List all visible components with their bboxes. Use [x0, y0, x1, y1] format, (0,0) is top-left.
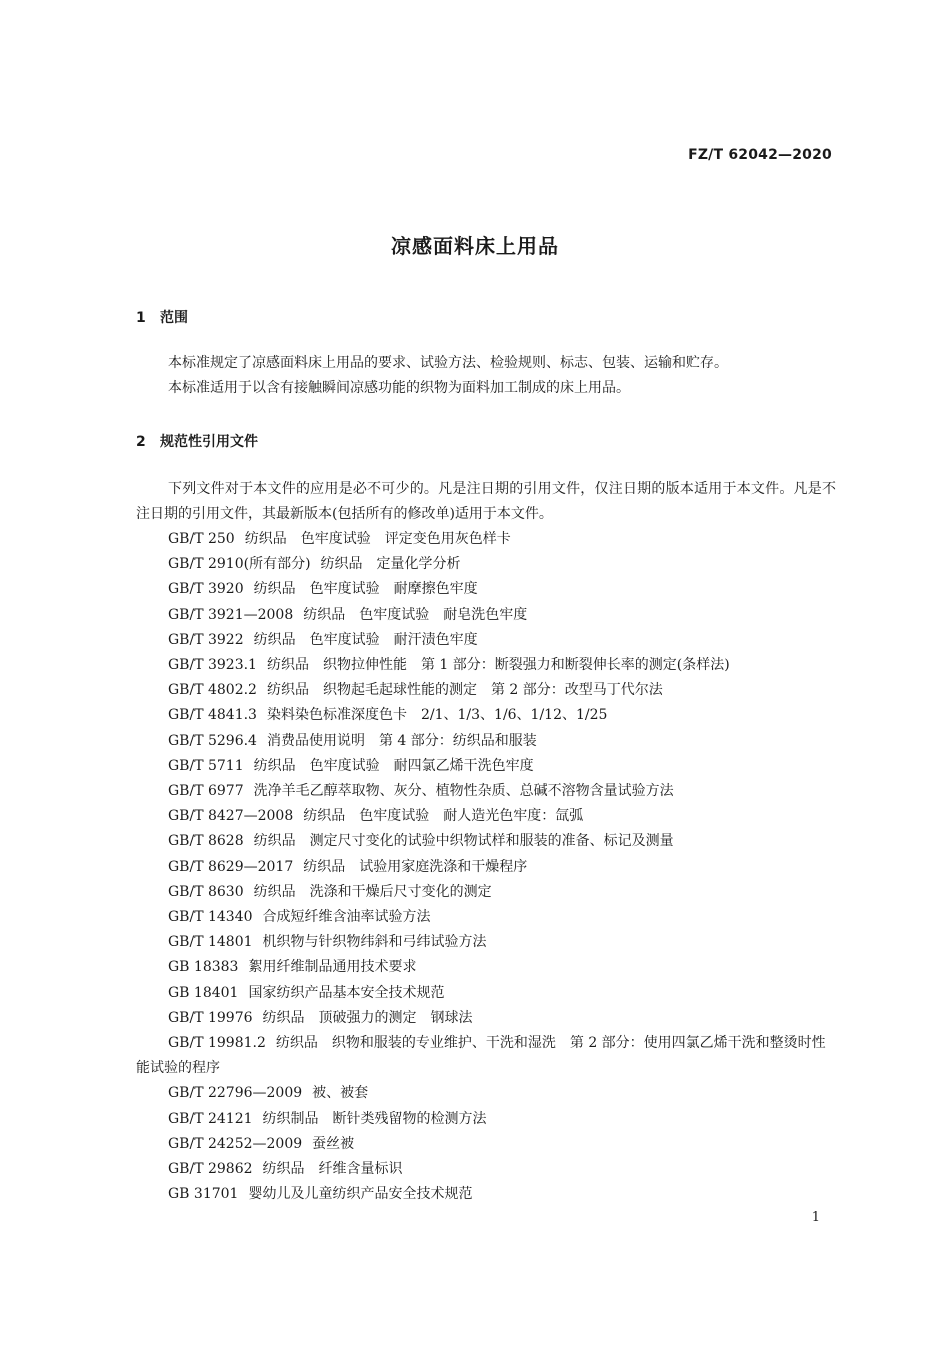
reference-item — [136, 804, 836, 829]
reference-item — [136, 880, 836, 905]
reference-item — [136, 1182, 836, 1207]
reference-code: GB/T 5711 — [168, 757, 244, 774]
reference-code: GB/T 8629—2017 — [168, 858, 294, 875]
section-number: 2 — [136, 434, 146, 450]
reference-item — [136, 930, 836, 955]
reference-title: 纺织品 色牢度试验 耐摩擦色牢度 — [253, 581, 478, 598]
reference-item — [136, 955, 836, 980]
reference-code: GB 31701 — [168, 1186, 239, 1203]
reference-code: GB/T 14340 — [168, 909, 253, 926]
reference-title: 洗净羊毛乙醇萃取物、灰分、植物性杂质、总碱不溶物含量试验方法 — [253, 783, 674, 800]
reference-item — [136, 527, 836, 552]
reference-code: GB/T 8628 — [168, 833, 244, 850]
reference-title: 纺织品 洗涤和干燥后尺寸变化的测定 — [253, 883, 492, 900]
reference-title: 纺织品 测定尺寸变化的试验中织物试样和服装的准备、标记及测量 — [253, 833, 674, 850]
reference-title: 消费品使用说明 第 4 部分：纺织品和服装 — [266, 732, 537, 749]
reference-code: GB/T 19981.2 — [168, 1035, 266, 1052]
reference-title: 纺织品 顶破强力的测定 钢球法 — [262, 1009, 473, 1026]
reference-code: GB/T 2910(所有部分) — [168, 556, 311, 573]
scope-paragraph-1: 本标准规定了凉感面料床上用品的要求、试验方法、检验规则、标志、包装、运输和贮存。 — [168, 355, 728, 371]
reference-code: GB/T 3921—2008 — [168, 606, 294, 623]
reference-code: GB/T 19976 — [168, 1009, 253, 1026]
reference-item — [136, 552, 836, 577]
reference-item — [136, 1157, 836, 1182]
reference-item — [136, 981, 836, 1006]
scope-paragraph-2: 本标准适用于以含有接触瞬间凉感功能的织物为面料加工制成的床上用品。 — [168, 380, 630, 396]
reference-item — [136, 653, 836, 678]
reference-item — [136, 1132, 836, 1157]
section-title: 范围 — [160, 310, 188, 326]
reference-title: 纺织品 色牢度试验 耐人造光色牢度：氙弧 — [303, 808, 584, 825]
reference-title: 被、被套 — [312, 1085, 369, 1102]
reference-title: 纺织品 织物和服装的专业维护、干洗和湿洗 第 2 部分：使用四氯乙烯干洗和整烫时性能试验的程序 — [136, 1035, 826, 1077]
reference-title: 纺织品 色牢度试验 耐四氯乙烯干洗色牢度 — [253, 757, 534, 774]
references-intro: 下列文件对于本文件的应用是必不可少的。凡是注日期的引用文件，仅注日期的版本适用于本文件。凡是不注日期的引用文件，其最新版本(包括所有的修改单)适用于本文件。 — [136, 481, 836, 522]
reference-title: 纺织品 色牢度试验 耐汗渍色牢度 — [253, 631, 478, 648]
reference-code: GB/T 3923.1 — [168, 657, 257, 674]
reference-item — [136, 1107, 836, 1132]
reference-code: GB/T 24121 — [168, 1110, 253, 1127]
section-title: 规范性引用文件 — [160, 434, 258, 450]
page-number: 1 — [811, 1210, 820, 1225]
reference-title: 絮用纤维制品通用技术要求 — [248, 959, 417, 976]
reference-title: 纺织品 定量化学分析 — [320, 556, 461, 573]
reference-item — [136, 779, 836, 804]
reference-item — [136, 603, 836, 628]
reference-item — [136, 855, 836, 880]
reference-code: GB/T 8630 — [168, 883, 244, 900]
reference-item — [136, 703, 836, 728]
reference-code: GB/T 250 — [168, 531, 235, 547]
reference-title: 纺织品 色牢度试验 耐皂洗色牢度 — [303, 606, 528, 623]
reference-item — [136, 905, 836, 930]
section-2-heading — [136, 431, 258, 451]
reference-code: GB/T 24252—2009 — [168, 1135, 303, 1152]
reference-item — [136, 1081, 836, 1106]
reference-title: 纺织制品 断针类残留物的检测方法 — [262, 1110, 487, 1127]
reference-title: 纺织品 试验用家庭洗涤和干燥程序 — [303, 858, 528, 875]
reference-title: 纺织品 织物拉伸性能 第 1 部分：断裂强力和断裂伸长率的测定(条样法) — [266, 657, 730, 674]
reference-code: GB/T 22796—2009 — [168, 1085, 303, 1102]
reference-code: GB/T 29862 — [168, 1161, 253, 1178]
reference-item — [136, 829, 836, 854]
section-1-heading — [136, 307, 188, 327]
reference-title: 婴幼儿及儿童纺织产品安全技术规范 — [248, 1186, 473, 1203]
section-number: 1 — [136, 310, 146, 326]
reference-code: GB 18401 — [168, 984, 239, 1001]
reference-item — [136, 1031, 836, 1081]
reference-item — [136, 628, 836, 653]
reference-title: 纺织品 纤维含量标识 — [262, 1161, 403, 1178]
reference-title: 机织物与针织物纬斜和弓纬试验方法 — [262, 934, 487, 951]
reference-title: 国家纺织产品基本安全技术规范 — [248, 984, 445, 1001]
reference-code: GB/T 3922 — [168, 631, 244, 648]
reference-title: 染料染色标准深度色卡 2/1、1/3、1/6、1/12、1/25 — [266, 707, 608, 724]
reference-title: 合成短纤维含油率试验方法 — [262, 909, 431, 926]
reference-code: GB/T 5296.4 — [168, 732, 257, 749]
reference-item — [136, 1006, 836, 1031]
reference-item — [136, 729, 836, 754]
reference-item — [136, 678, 836, 703]
reference-item — [136, 754, 836, 779]
reference-list — [136, 527, 836, 1207]
reference-code: GB/T 14801 — [168, 934, 253, 951]
reference-code: GB 18383 — [168, 959, 239, 976]
document-title: 凉感面料床上用品 — [391, 234, 559, 258]
standard-code: FZ/T 62042—2020 — [688, 147, 832, 163]
reference-title: 纺织品 织物起毛起球性能的测定 第 2 部分：改型马丁代尔法 — [266, 682, 663, 699]
reference-code: GB/T 4802.2 — [168, 682, 257, 699]
reference-code: GB/T 8427—2008 — [168, 808, 294, 825]
reference-title: 纺织品 色牢度试验 评定变色用灰色样卡 — [244, 531, 511, 547]
reference-title: 蚕丝被 — [312, 1135, 355, 1152]
reference-item — [136, 577, 836, 602]
reference-code: GB/T 4841.3 — [168, 707, 257, 724]
reference-code: GB/T 3920 — [168, 581, 244, 598]
reference-code: GB/T 6977 — [168, 783, 244, 800]
